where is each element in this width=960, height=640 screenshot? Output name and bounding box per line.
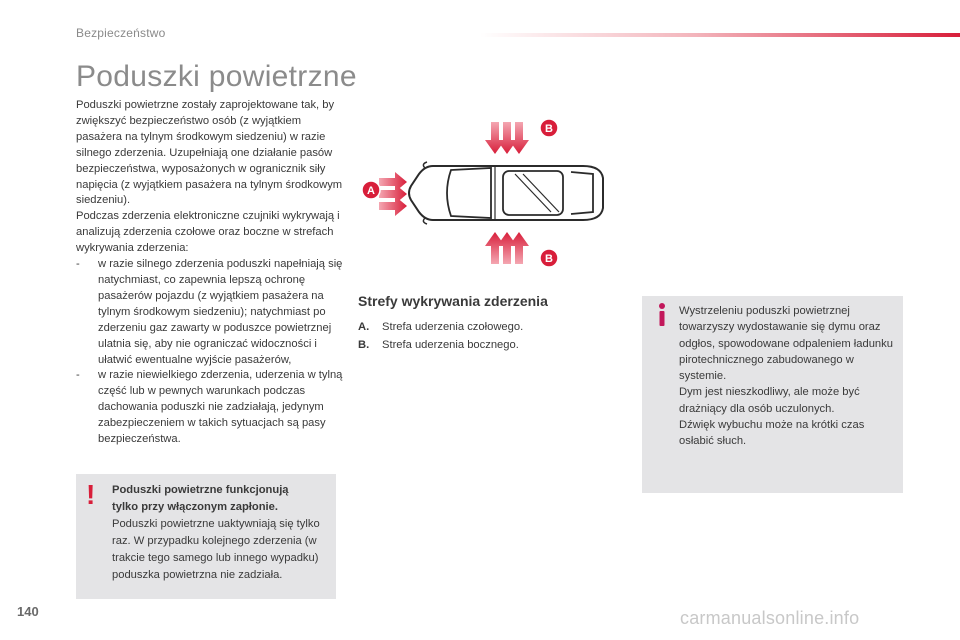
header-accent-bar: [480, 33, 960, 37]
zone-text: Strefa uderzenia czołowego.: [382, 321, 524, 333]
warning-text: Poduszki powietrzne uaktywniają się tylko raz. W przypadku kolejnego zderzenia (w trakcie tego samego lub innego wypadku) poduszka powietrzna nie zadziała.: [112, 518, 320, 581]
label-a: A: [367, 185, 375, 197]
warning-box: [76, 474, 336, 599]
section-label: Bezpieczeństwo: [76, 26, 166, 40]
label-b-top-badge: [540, 119, 558, 137]
page-title: Poduszki powietrzne: [76, 60, 357, 93]
label-b-bottom-badge: [540, 249, 558, 267]
info-box: [642, 296, 903, 493]
list-item: [358, 318, 523, 336]
page-number: 140: [17, 604, 39, 619]
front-impact-arrows: [379, 172, 407, 216]
info-text-3: Dźwięk wybuchu może na krótki czas osłabić słuch.: [679, 419, 865, 448]
car-top-view: [409, 162, 603, 224]
label-b-bottom: B: [545, 253, 553, 265]
info-icon: [652, 300, 672, 330]
list-item: [76, 257, 346, 368]
impact-zones-diagram: [355, 108, 625, 278]
intro-paragraph-1: Poduszki powietrzne zostały zaprojektowane tak, by zwiększyć bezpieczeństwo osób (z wyjątkiem pasażera na tylnym środkowym siedzeniu) w razie silnego zderzenia. Uzupełniają one działanie pasów bezpieczeństwa, wyposażonych w ogranicznik siły napięcia (z wyjątkiem pasażera na tylnym środkowym siedzeniu).: [76, 99, 343, 207]
label-a-badge: [362, 181, 380, 199]
zone-letter: B.: [358, 339, 370, 351]
info-text-1: Wystrzeleniu poduszki powietrznej towarzyszy wydostawanie się dymu oraz odgłos, spowodowane odpaleniem ładunku pirotechnicznego zabudowanego w systemie.: [679, 305, 893, 383]
zones-list: [358, 318, 523, 354]
zones-title: Strefy wykrywania zderzenia: [358, 293, 548, 309]
warning-bold-line-1: Poduszki powietrzne funkcjonują: [112, 484, 289, 496]
dash-marker: -: [76, 369, 80, 382]
warning-bold-line-2: tylko przy włączonym zapłonie.: [112, 501, 278, 513]
list-item: [358, 336, 523, 354]
list-item-text: w razie niewielkiego zderzenia, uderzenia w tylną część lub w pewnych warunkach podczas dachowania poduszki nie zadziałają, jedynym zabezpieczeniem w takich sytuacjach są pasy bezpieczeństwa.: [98, 369, 343, 446]
intro-paragraph-2: Podczas zderzenia elektroniczne czujniki wykrywają i analizują zderzenia czołowe oraz boczne w strefach wykrywania zderzenia:: [76, 210, 340, 255]
side-impact-arrows-bottom: [485, 232, 529, 264]
zone-letter: A.: [358, 321, 370, 333]
list-item: [76, 368, 346, 448]
watermark: carmanualsonline.info: [680, 608, 860, 628]
info-text-2: Dym jest nieszkodliwy, ale może być drażniący dla osób uczulonych.: [679, 386, 860, 415]
warning-icon: !: [86, 479, 96, 510]
side-impact-arrows-top: [485, 122, 529, 154]
dash-marker: -: [76, 258, 80, 271]
zone-text: Strefa uderzenia bocznego.: [382, 339, 519, 351]
list-item-text: w razie silnego zderzenia poduszki napełniają się natychmiast, co zapewnia lepszą ochronę pasażerów pojazdu (z wyjątkiem pasażera na tylnym środkowym siedzeniu); natychmiast po zderzeniu gaz zawarty w poduszce powietrznej ulatnia się, aby nie ograniczać widoczności i ułatwić ewentualne wyjście pasażerów,: [98, 258, 343, 366]
label-b-top: B: [545, 123, 553, 135]
intro-text: [76, 98, 346, 448]
